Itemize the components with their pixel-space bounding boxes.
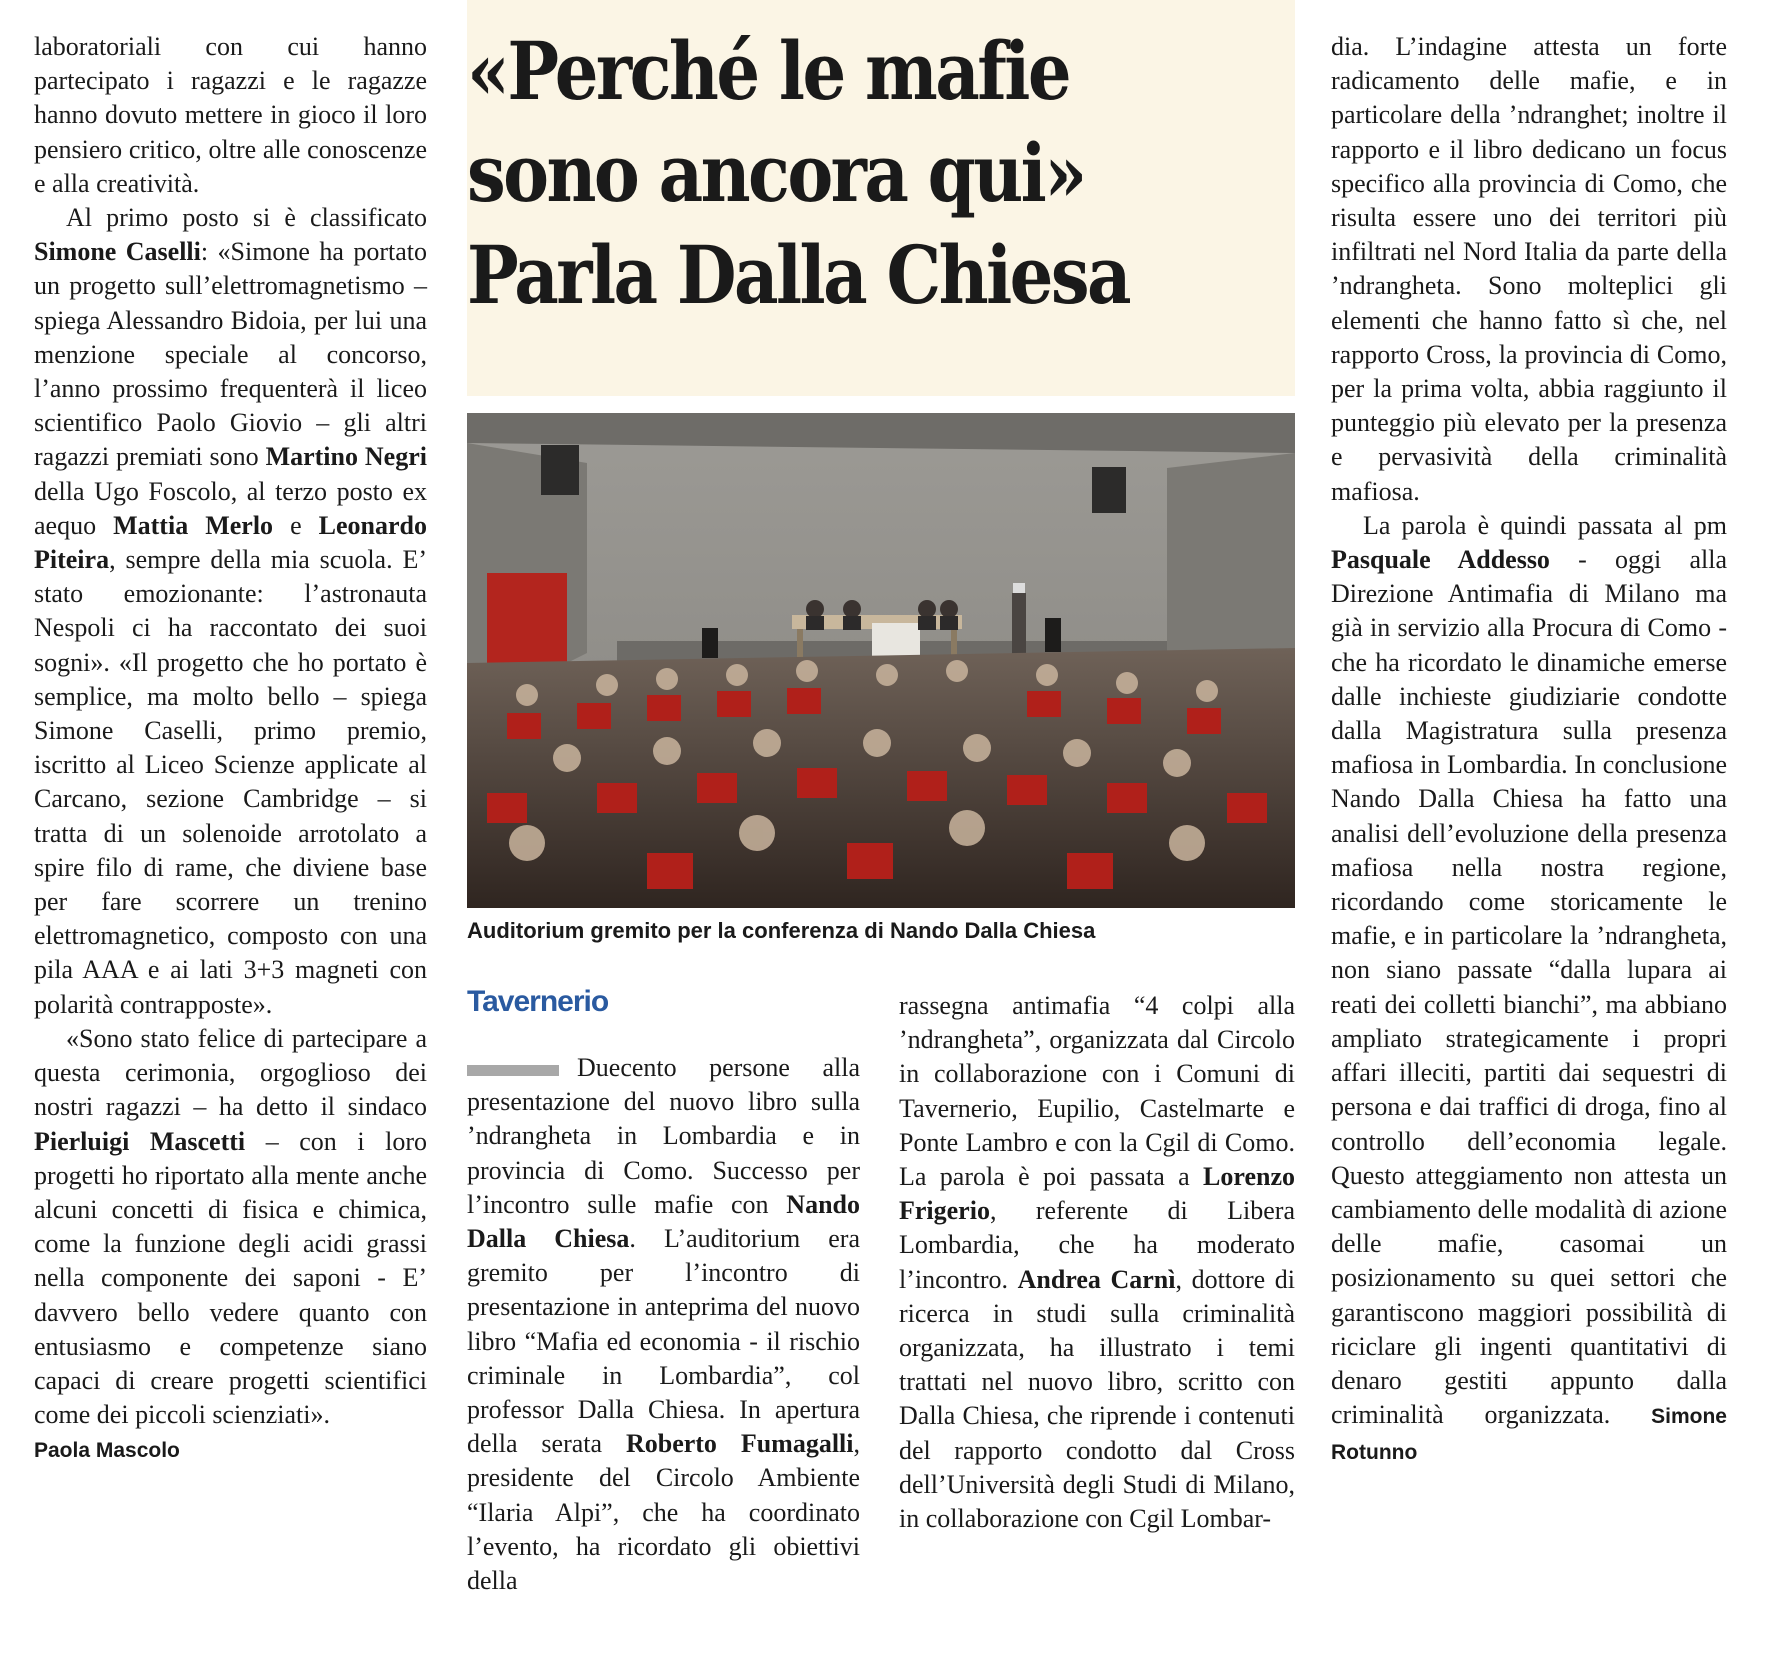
person-name: Nando Dalla Chiesa	[467, 1189, 860, 1254]
person-name: Simone Caselli	[34, 237, 201, 267]
text-run: Duecento persone alla presentazione del nuovo libro sulla ’ndrangheta in Lombardia e in provincia di Como. Successo per l’incontro sulle mafie con	[467, 1053, 860, 1219]
lead-rule	[467, 1065, 559, 1076]
text-run: , presidente del Circolo Ambiente “Ilaria Alpi”, che ha coordinato l’evento, ha ricordato gli obiettivi della	[467, 1429, 860, 1596]
person-name: Pasquale Addesso	[1331, 545, 1550, 575]
article-column-3	[899, 989, 1295, 1536]
text-run: , referente di Libera Lombardia, che ha moderato l’incontro.	[899, 1196, 1295, 1294]
text-run: – con i loro progetti ho riportato alla mente anche alcuni concetti di fisica e chimica, come la funzione degli acidi grassi nella componente dei saponi - E’ davvero bello vedere quanto con entusiasmo e competenze siano capaci di creare progetti scientifici come dei piccoli scienziati».	[34, 1126, 427, 1430]
text-run: , dottore di ricerca in studi sulla criminalità organizzata, ha illustrato i temi trattati nel nuovo libro, scritto con Dalla Chiesa, che riprende i contenuti del rapporto condotto dal Cross dell’Università degli Studi di Milano, in collaborazione con Cgil Lombar-	[899, 1264, 1296, 1534]
person-name: Leonardo Piteira	[34, 510, 427, 575]
auditorium-illustration	[467, 413, 1295, 908]
section-kicker: Tavernerio	[467, 985, 609, 1018]
author-signature: Paola Mascolo	[34, 1439, 180, 1463]
text-run: «Sono stato felice di partecipare a questa cerimonia, orgoglioso dei nostri ragazzi – ha detto il sindaco	[34, 1023, 427, 1122]
article-column-2	[467, 1051, 860, 1598]
paragraph: dia. L’indagine attesta un forte radicamento delle mafie, e in particolare della ’ndranghet; inoltre il rapporto e il libro dedicano un focus specifico alla provincia di Como, che risulta essere uno dei territori più infiltrati nel Nord Italia da parte della ’ndrangheta. Sono molteplici gli elementi che hanno fatto sì che, nel rapporto Cross, la provincia di Como, per la prima volta, abbia raggiunto il punteggio più elevato per la presenza e pervasività della criminalità mafiosa.	[1331, 32, 1727, 506]
text-run: , sempre della mia scuola. E’ stato emozionante: l’astronauta Nespoli ci ha raccontato dei suoi sogni». «Il progetto che ho portato è semplice, ma molto bello – spiega Simone Caselli, primo premio, iscritto al Liceo Scienze applicate al Carcano, sezione Cambridge – si tratta di un solenoide arrotolato a spire filo di rame, che diviene base per fare scorrere un trenino elettromagnetico, composto con una pila AAA e ai lati 3+3 magneti con polarità contrapposte».	[34, 545, 427, 1019]
text-run: e	[273, 510, 319, 540]
person-name: Mattia Merlo	[113, 510, 274, 540]
article-column-1	[34, 30, 427, 1469]
text-run: La parola è quindi passata al pm	[1363, 510, 1727, 540]
paragraph	[899, 989, 1295, 1536]
person-name: Lorenzo Frigerio	[899, 1162, 1295, 1226]
headline	[467, 20, 1179, 326]
person-name: Pierluigi Mascetti	[34, 1126, 246, 1156]
paragraph	[1331, 509, 1727, 1471]
article-column-4	[1331, 30, 1727, 1471]
author-signature: Simone Rotunno	[1331, 1405, 1727, 1465]
headline-line: Parla Dalla Chiesa	[467, 228, 1129, 322]
headline-line: sono ancora qui»	[467, 126, 1085, 220]
paragraph	[34, 1022, 427, 1432]
text-run: - oggi alla Direzione Antimafia di Milano ma già in servizio alla Procura di Como - che ha ricordato le dinamiche emerse dalle inchieste giudiziarie condotte dalla Magistratura sulla presenza mafiosa in Lombardia. In conclusione Nando Dalla Chiesa ha fatto una analisi dell’evoluzione della presenza mafiosa nella nostra regione, ricordando come storicamente le mafie, e in particolare la ’ndrangheta, non siano passate “dalla lupara ai reati dei colletti bianchi”, ma abbiano ampliato strategicamente i propri affari illeciti, partiti dai sequestri di persona e dai traffici di droga, fino al controllo dell’economia legale. Questo atteggiamento non attesta un cambiamento delle modalità di azione delle mafie, casomai un posizionamento su quei settori che garantiscono maggiori possibilità di riciclare gli ingenti quantitativi di denaro gestiti appunto dalla criminalità organizzata.	[1331, 545, 1727, 1430]
byline	[34, 1432, 427, 1468]
paragraph: laboratoriali con cui hanno partecipato i ragazzi e le ragazze hanno dovuto mettere in gioco il loro pensiero critico, oltre alle conoscenze e alla creatività.	[34, 32, 427, 198]
headline-line: «Perché le mafie	[467, 24, 1070, 118]
photo-caption: Auditorium gremito per la conferenza di Nando Dalla Chiesa	[467, 918, 1096, 943]
text-run: . L’auditorium era gremito per l’incontro di presentazione in anteprima del nuovo libro “Mafia ed economia - il rischio criminale in Lombardia”, col professor Dalla Chiesa. In apertura della serata	[467, 1224, 861, 1459]
auditorium-photo	[467, 413, 1295, 908]
person-name: Andrea Carnì	[1017, 1264, 1176, 1294]
person-name: Martino Negri	[265, 442, 427, 472]
text-run: : «Simone ha portato un progetto sull’elettromagnetismo – spiega Alessandro Bidoia, per lui una menzione speciale al concorso, l’anno prossimo frequenterà il liceo scientifico Paolo Giovio – gli altri ragazzi premiati sono	[34, 237, 427, 472]
paragraph	[467, 1051, 860, 1598]
text-run: Al primo posto si è classificato	[66, 203, 427, 233]
text-run: della Ugo Foscolo, al terzo posto ex aequo	[34, 476, 427, 540]
text-run: rassegna antimafia “4 colpi alla ’ndrangheta”, organizzata dal Circolo in collaborazione con i Comuni di Tavernerio, Eupilio, Castelmarte e Ponte Lambro e con la Cgil di Como. La parola è poi passata a	[899, 991, 1295, 1192]
paragraph	[34, 201, 427, 1022]
person-name: Roberto Fumagalli	[625, 1429, 854, 1459]
